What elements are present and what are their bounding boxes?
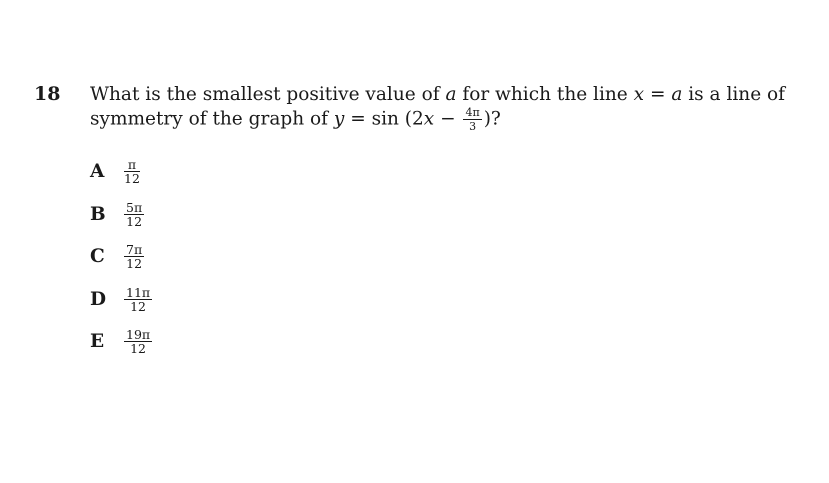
fraction-denominator: 3 bbox=[469, 120, 477, 133]
fraction-denominator: 12 bbox=[124, 171, 140, 186]
variable-x: x bbox=[423, 108, 435, 130]
variable-a: a bbox=[671, 84, 683, 105]
equals-sign: = bbox=[644, 84, 672, 105]
option-letter: A bbox=[90, 161, 105, 182]
option-fraction bbox=[124, 329, 152, 354]
stem-text: for which the line bbox=[456, 84, 634, 105]
option-letter: C bbox=[90, 246, 105, 267]
stem-fraction bbox=[463, 107, 481, 132]
variable-y: y bbox=[333, 108, 345, 130]
fraction-denominator: 12 bbox=[130, 298, 147, 314]
fraction-numerator: 5π bbox=[126, 199, 143, 215]
option-fraction bbox=[124, 159, 140, 184]
option-letter: E bbox=[90, 331, 105, 352]
fraction-denominator: 12 bbox=[126, 256, 143, 271]
question-stem bbox=[90, 83, 790, 132]
fraction-numerator: 7π bbox=[126, 242, 143, 257]
fraction-numerator: 4π bbox=[465, 106, 480, 119]
variable-x: x bbox=[633, 84, 645, 105]
option-fraction bbox=[124, 199, 144, 229]
minus-sign: − bbox=[434, 108, 462, 130]
question-number: 18 bbox=[34, 83, 61, 105]
option-letter: D bbox=[90, 288, 107, 310]
fraction-numerator: π bbox=[124, 159, 140, 172]
fraction-numerator: 11π bbox=[126, 284, 151, 300]
variable-a: a bbox=[445, 84, 457, 105]
stem-close: )? bbox=[483, 108, 501, 130]
function-text: = sin (2 bbox=[344, 108, 424, 130]
option-fraction bbox=[124, 244, 144, 269]
fraction-denominator: 12 bbox=[126, 213, 143, 229]
option-letter: B bbox=[90, 203, 106, 225]
stem-text: is a line of symmetry of the graph of bbox=[90, 84, 786, 130]
option-fraction bbox=[124, 284, 152, 314]
fraction-numerator: 19π bbox=[126, 327, 151, 342]
stem-text: What is the smallest positive value of bbox=[90, 84, 446, 105]
fraction-denominator: 12 bbox=[130, 341, 147, 356]
